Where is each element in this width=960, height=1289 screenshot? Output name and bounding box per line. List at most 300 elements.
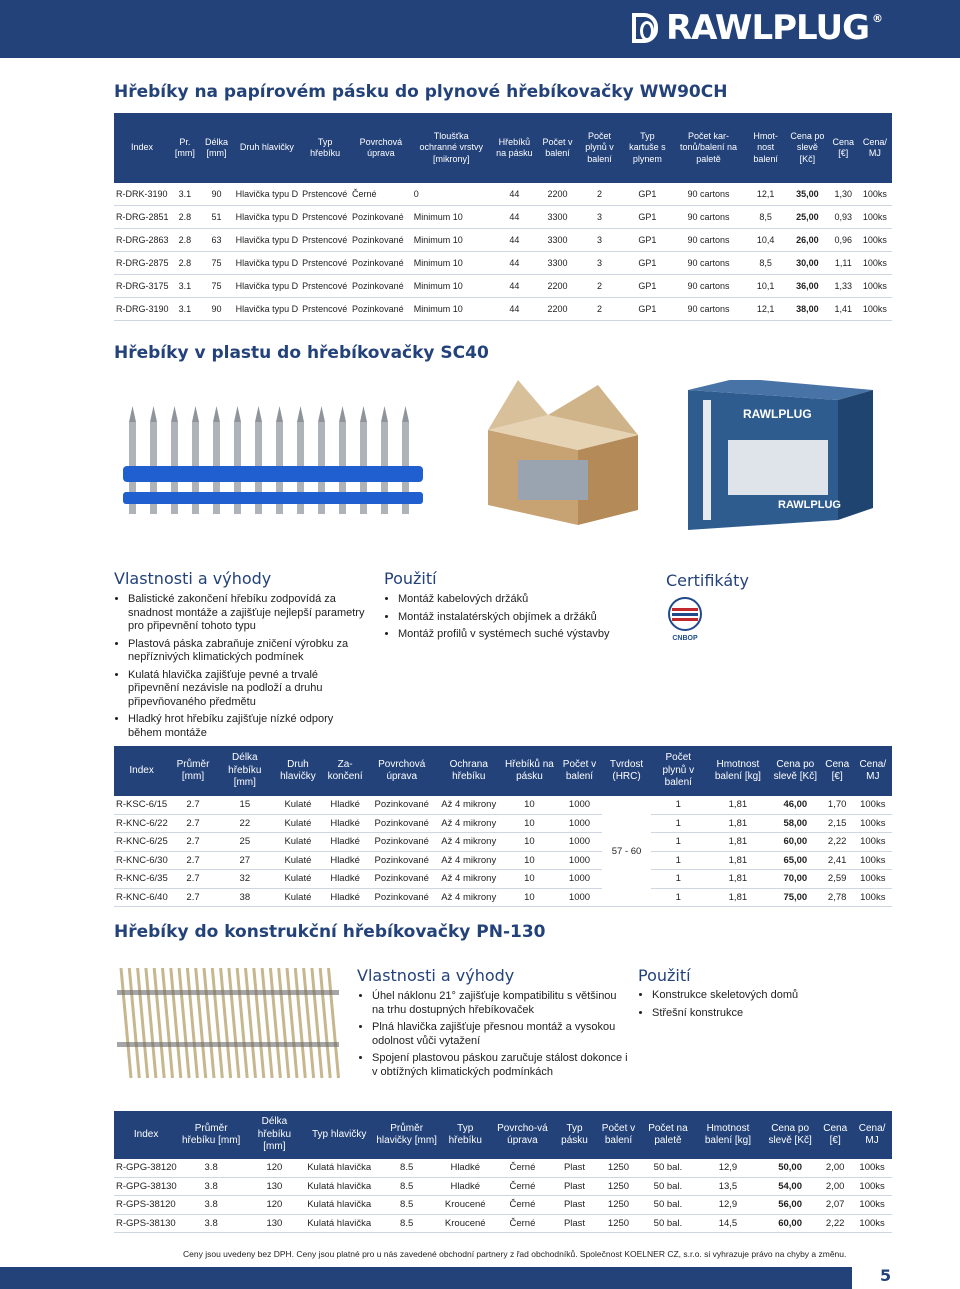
table-cell: 100ks — [854, 833, 891, 852]
nail-tip — [234, 406, 241, 422]
table-cell: 2.7 — [170, 796, 217, 814]
table-cell: Kroucené — [440, 1214, 490, 1233]
table-cell: Kulatá hlavička — [305, 1177, 373, 1196]
nail-tip — [255, 406, 262, 422]
table-row — [114, 206, 892, 229]
nail-tip — [297, 406, 304, 422]
table-cell: 1250 — [594, 1177, 642, 1196]
table-cell: 3.1 — [171, 298, 200, 321]
table-cell: 2,41 — [820, 851, 854, 870]
table-cell: Kulatá hlavička — [305, 1214, 373, 1233]
price-cell: 38,00 — [787, 298, 829, 321]
table-cell: 2.7 — [170, 851, 217, 870]
table-cell: 10 — [502, 796, 557, 814]
table-cell: 1250 — [594, 1159, 642, 1177]
index-cell: R-GPG-38120 — [114, 1159, 179, 1177]
table-cell: Hladké — [322, 870, 367, 889]
table-cell: Plast — [555, 1159, 595, 1177]
table-ww90ch — [114, 113, 892, 321]
table-cell: 100ks — [854, 888, 891, 907]
list-item: • Plastová páska zabraňuje zničení výrobku za nepříznivých klimatických podmínek — [128, 638, 368, 665]
index-cell: R-DRG-2863 — [114, 229, 171, 252]
nail-tip — [360, 406, 367, 422]
column-header: Délka hřebíku [mm] — [216, 746, 273, 796]
table-cell: 10 — [502, 888, 557, 907]
table-cell: 44 — [491, 275, 539, 298]
page-number: 5 — [880, 1266, 892, 1285]
table-cell: Černé — [490, 1196, 554, 1215]
column-header: Cena/ MJ — [853, 1111, 892, 1159]
section3-usage-title: Použití — [638, 966, 691, 985]
column-header: Ochrana hřebíku — [436, 746, 502, 796]
table-cell: 100ks — [858, 206, 891, 229]
table-cell: 3.1 — [171, 275, 200, 298]
table-row — [114, 1159, 892, 1177]
table-cell: 8.5 — [373, 1177, 440, 1196]
column-header: Délka hřebíku [mm] — [244, 1111, 306, 1159]
price-cell: 26,00 — [787, 229, 829, 252]
column-header: Typ hlavičky — [305, 1111, 373, 1159]
section2-features-list — [114, 593, 368, 744]
table-cell: 2.7 — [170, 888, 217, 907]
section3-features-title: Vlastnosti a výhody — [357, 966, 515, 985]
index-cell: R-DRG-2851 — [114, 206, 171, 229]
table-cell: Černé — [490, 1177, 554, 1196]
table-row — [114, 833, 892, 852]
table-cell: 2 — [577, 275, 622, 298]
section2-usage-list — [384, 593, 658, 646]
price-cell: 56,00 — [763, 1196, 818, 1215]
table-cell: 10,1 — [745, 275, 787, 298]
column-header: Povrchová úprava — [350, 113, 412, 183]
nail-tip — [171, 406, 178, 422]
table-cell: 90 — [199, 298, 233, 321]
section3-title: Hřebíky do konstrukční hřebíkovačky PN-130 — [114, 922, 546, 942]
table-cell: Pozinkované — [368, 833, 436, 852]
column-header: Počet na paletě — [643, 1111, 694, 1159]
table-cell: Hladké — [322, 814, 367, 833]
index-cell: R-KNC-6/22 — [114, 814, 170, 833]
table-cell: 32 — [216, 870, 273, 889]
column-header: Typ hřebíku — [300, 113, 350, 183]
table-cell: Až 4 mikrony — [436, 796, 502, 814]
table-cell: 44 — [491, 183, 539, 206]
column-header: Počet v balení — [557, 746, 602, 796]
table-cell: Hladké — [322, 833, 367, 852]
plastic-strip-nails-image — [118, 400, 428, 530]
column-header: Cena [€] — [818, 1111, 853, 1159]
table-cell: Hlavička typu D — [234, 275, 301, 298]
table-cell: 44 — [491, 298, 539, 321]
table-cell: Minimum 10 — [412, 275, 491, 298]
table-cell: 10 — [502, 870, 557, 889]
table-cell: 8.5 — [373, 1196, 440, 1215]
table-cell: 1 — [651, 888, 705, 907]
table-cell: Kroucené — [440, 1196, 490, 1215]
table-cell: 15 — [216, 796, 273, 814]
table-cell: 1,41 — [828, 298, 858, 321]
table-cell: Hlavička typu D — [234, 206, 301, 229]
table-cell: 1 — [651, 833, 705, 852]
table-cell: 1000 — [557, 851, 602, 870]
table-cell: Prstencové — [300, 183, 350, 206]
table-cell: 2.7 — [170, 833, 217, 852]
table-cell: Plast — [555, 1214, 595, 1233]
table-cell: Pozinkované — [368, 870, 436, 889]
column-header: Za-končení — [322, 746, 367, 796]
column-header: Počet v balení — [594, 1111, 642, 1159]
table-cell: 100ks — [853, 1159, 892, 1177]
table-row — [114, 796, 892, 814]
table-cell: 2,22 — [818, 1214, 853, 1233]
index-cell: R-DRG-3190 — [114, 298, 171, 321]
table-cell: 0,96 — [828, 229, 858, 252]
table-cell: 63 — [199, 229, 233, 252]
price-cell: 60,00 — [770, 833, 820, 852]
column-header: Cena po slevě [Kč] — [763, 1111, 818, 1159]
table-cell: 50 bal. — [643, 1159, 694, 1177]
rawlplug-logo-icon — [632, 13, 658, 43]
price-cell: 58,00 — [770, 814, 820, 833]
table-cell: 3.8 — [179, 1177, 244, 1196]
table-cell: Černé — [350, 183, 412, 206]
column-header: Cena po slevě [Kč] — [770, 746, 820, 796]
section2-cert-title: Certifikáty — [666, 571, 749, 590]
table-cell: Kulaté — [273, 833, 322, 852]
column-header: Průměr [mm] — [170, 746, 217, 796]
table-cell: 1,81 — [705, 888, 770, 907]
table-cell: 100ks — [858, 275, 891, 298]
hardness-cell: 57 - 60 — [602, 796, 651, 907]
table-cell: 120 — [244, 1159, 306, 1177]
column-header: Hmot-nost balení — [745, 113, 787, 183]
table-cell: 3300 — [538, 206, 577, 229]
table-cell: Černé — [490, 1214, 554, 1233]
list-item: • Balistické zakončení hřebíku zodpovídá za snadnost montáže a zajišťuje nejlepší parametry pro připevnění tohoto typu — [128, 593, 368, 634]
column-header: Cena [€] — [828, 113, 858, 183]
collation-strip — [117, 1042, 339, 1047]
list-item: • Kulatá hlavička zajišťuje pevné a trvalé připevnění nezávisle na podloží a druhu připevňovaného předmětu — [128, 669, 368, 710]
table-cell: Kulaté — [273, 870, 322, 889]
list-item: • Montáž profilů v systémech suché výstavby — [398, 628, 658, 642]
table-cell: 3300 — [538, 252, 577, 275]
column-header: Délka [mm] — [199, 113, 233, 183]
table-cell: 2,22 — [820, 833, 854, 852]
table-cell: 1000 — [557, 796, 602, 814]
collated-nails-image — [113, 960, 343, 1085]
table-cell: GP1 — [622, 275, 672, 298]
table-cell: 90 cartons — [672, 206, 744, 229]
table-cell: Pozinkované — [368, 888, 436, 907]
footer-bar — [0, 1267, 852, 1289]
table-pn130 — [114, 1111, 892, 1233]
table-cell: 12,9 — [693, 1159, 762, 1177]
table-cell: 130 — [244, 1177, 306, 1196]
price-cell: 54,00 — [763, 1177, 818, 1196]
price-cell: 65,00 — [770, 851, 820, 870]
table-header-row — [114, 1111, 892, 1159]
section2-usage-title: Použití — [384, 569, 437, 588]
section3-usage-list — [638, 989, 852, 1024]
column-header: Cena/ MJ — [858, 113, 891, 183]
table-cell: 1 — [651, 870, 705, 889]
header-bar — [0, 0, 960, 58]
price-cell: 35,00 — [787, 183, 829, 206]
table-cell: Kulatá hlavička — [305, 1159, 373, 1177]
table-cell: Pozinkované — [350, 229, 412, 252]
table-cell: 100ks — [854, 870, 891, 889]
list-item: • Hladký hrot hřebíku zajišťuje nízké odpory během montáže — [128, 713, 368, 740]
table-cell: 50 bal. — [643, 1196, 694, 1215]
table-cell: 8,5 — [745, 206, 787, 229]
table-cell: 8.5 — [373, 1159, 440, 1177]
price-cell: 60,00 — [763, 1214, 818, 1233]
index-cell: R-KNC-6/25 — [114, 833, 170, 852]
table-cell: 2,15 — [820, 814, 854, 833]
table-cell: 1,81 — [705, 796, 770, 814]
nail-tip — [213, 406, 220, 422]
index-cell: R-DRK-3190 — [114, 183, 171, 206]
table-cell: 90 cartons — [672, 298, 744, 321]
table-cell: Pozinkované — [368, 814, 436, 833]
table-cell: Prstencové — [300, 298, 350, 321]
table-cell: Hladké — [440, 1159, 490, 1177]
table-cell: 44 — [491, 252, 539, 275]
table-row — [114, 183, 892, 206]
section2-features-title: Vlastnosti a výhody — [114, 569, 272, 588]
column-header: Cena po slevě [Kč] — [787, 113, 829, 183]
collation-strip — [117, 990, 339, 995]
table-cell: 1,81 — [705, 851, 770, 870]
nail-tip — [318, 406, 325, 422]
table-cell: Prstencové — [300, 229, 350, 252]
box-label-bottom: RAWLPLUG — [778, 499, 841, 511]
column-header: Počet plynů v balení — [651, 746, 705, 796]
table-cell: Až 4 mikrony — [436, 870, 502, 889]
table-cell: 10 — [502, 814, 557, 833]
table-cell: 100ks — [858, 183, 891, 206]
column-header: Hřebíků na pásku — [502, 746, 557, 796]
table-cell: 44 — [491, 229, 539, 252]
table-cell: Plast — [555, 1177, 595, 1196]
table-cell: 10 — [502, 851, 557, 870]
table-cell: Hlavička typu D — [234, 229, 301, 252]
table-cell: GP1 — [622, 183, 672, 206]
column-header: Typ hřebíku — [440, 1111, 490, 1159]
table-cell: Pozinkované — [350, 275, 412, 298]
table-cell: 130 — [244, 1214, 306, 1233]
table-cell: Hlavička typu D — [234, 252, 301, 275]
table-cell: 90 cartons — [672, 183, 744, 206]
table-cell: Kulatá hlavička — [305, 1196, 373, 1215]
table-cell: 1000 — [557, 870, 602, 889]
table-cell: 14,5 — [693, 1214, 762, 1233]
nail-tip — [276, 406, 283, 422]
table-cell: Kulaté — [273, 851, 322, 870]
table-cell: 25 — [216, 833, 273, 852]
table-cell: 8,5 — [745, 252, 787, 275]
table-cell: 2 — [577, 298, 622, 321]
table-cell: 100ks — [858, 298, 891, 321]
section2-title: Hřebíky v plastu do hřebíkovačky SC40 — [114, 343, 489, 363]
table-cell: 1000 — [557, 888, 602, 907]
table-row — [114, 298, 892, 321]
table-cell: 2.8 — [171, 229, 200, 252]
column-header: Typ pásku — [555, 1111, 595, 1159]
nail-tip — [192, 406, 199, 422]
column-header: Index — [114, 113, 171, 183]
table-cell: 1,81 — [705, 814, 770, 833]
index-cell: R-KNC-6/35 — [114, 870, 170, 889]
index-cell: R-GPS-38130 — [114, 1214, 179, 1233]
table-cell: 12,9 — [693, 1196, 762, 1215]
table-row — [114, 814, 892, 833]
table-cell: 2 — [577, 183, 622, 206]
table-cell: Minimum 10 — [412, 206, 491, 229]
list-item: • Montáž instalatérských objímek a držáků — [398, 611, 658, 625]
table-cell: 2200 — [538, 275, 577, 298]
table-cell: 1 — [651, 814, 705, 833]
table-cell: 50 bal. — [643, 1214, 694, 1233]
price-cell: 46,00 — [770, 796, 820, 814]
table-cell: Až 4 mikrony — [436, 888, 502, 907]
table-cell: GP1 — [622, 229, 672, 252]
cnbop-label: CNBOP — [672, 635, 698, 642]
column-header: Hmotnost balení [kg] — [693, 1111, 762, 1159]
table-cell: 10,4 — [745, 229, 787, 252]
table-cell: 100ks — [854, 851, 891, 870]
table-cell: 3.8 — [179, 1214, 244, 1233]
index-cell: R-KNC-6/40 — [114, 888, 170, 907]
table-cell: 1250 — [594, 1214, 642, 1233]
table-cell: Prstencové — [300, 275, 350, 298]
table-cell: 0,93 — [828, 206, 858, 229]
table-cell: Hladké — [440, 1177, 490, 1196]
table-cell: 90 cartons — [672, 275, 744, 298]
table-cell: 3.8 — [179, 1196, 244, 1215]
table-cell: 13,5 — [693, 1177, 762, 1196]
nail-tip — [339, 406, 346, 422]
table-row — [114, 1177, 892, 1196]
table-cell: 2,07 — [818, 1196, 853, 1215]
table-cell: Hladké — [322, 851, 367, 870]
price-cell: 70,00 — [770, 870, 820, 889]
table-cell: Hladké — [322, 796, 367, 814]
table-cell: 3 — [577, 206, 622, 229]
table-cell: 1,33 — [828, 275, 858, 298]
table-cell: 8.5 — [373, 1214, 440, 1233]
box-label-top: RAWLPLUG — [743, 407, 812, 421]
table-cell: 1 — [651, 851, 705, 870]
table-cell: 2.7 — [170, 814, 217, 833]
table-cell: 1 — [651, 796, 705, 814]
price-cell: 50,00 — [763, 1159, 818, 1177]
table-cell: 1,70 — [820, 796, 854, 814]
column-header: Hmotnost balení [kg] — [705, 746, 770, 796]
price-cell: 30,00 — [787, 252, 829, 275]
table-cell: Plast — [555, 1196, 595, 1215]
table-cell: 2,59 — [820, 870, 854, 889]
table-cell: 51 — [199, 206, 233, 229]
section1-title: Hřebíky na papírovém pásku do plynové hřebíkovačky WW90CH — [114, 82, 728, 102]
table-cell: Hlavička typu D — [234, 298, 301, 321]
table-cell: 3.1 — [171, 183, 200, 206]
table-cell: 12,1 — [745, 298, 787, 321]
table-cell: 100ks — [853, 1177, 892, 1196]
table-cell: 100ks — [853, 1214, 892, 1233]
table-cell: 2,78 — [820, 888, 854, 907]
table-cell: Pozinkované — [368, 851, 436, 870]
column-header: Počet kar-tonů/balení na paletě — [672, 113, 744, 183]
column-header: Průměr hřebíku [mm] — [179, 1111, 244, 1159]
price-cell: 75,00 — [770, 888, 820, 907]
table-row — [114, 888, 892, 907]
table-cell: 2200 — [538, 183, 577, 206]
table-cell: 1,81 — [705, 833, 770, 852]
table-cell: GP1 — [622, 206, 672, 229]
table-cell: Kulaté — [273, 796, 322, 814]
table-header-row — [114, 746, 892, 796]
column-header: Druh hlavičky — [273, 746, 322, 796]
product-box-image — [478, 380, 878, 545]
table-cell: 100ks — [853, 1196, 892, 1215]
index-cell: R-DRG-2875 — [114, 252, 171, 275]
column-header: Typ kartuše s plynem — [622, 113, 672, 183]
index-cell: R-GPG-38130 — [114, 1177, 179, 1196]
table-cell: 27 — [216, 851, 273, 870]
table-cell: 2,00 — [818, 1177, 853, 1196]
table-cell: 90 cartons — [672, 229, 744, 252]
table-cell: Kulaté — [273, 814, 322, 833]
table-row — [114, 1214, 892, 1233]
column-header: Index — [114, 746, 170, 796]
cnbop-certificate-icon — [664, 596, 706, 642]
column-header: Povrchová úprava — [368, 746, 436, 796]
table-cell: 90 cartons — [672, 252, 744, 275]
table-cell: Prstencové — [300, 206, 350, 229]
table-row — [114, 870, 892, 889]
table-cell: 50 bal. — [643, 1177, 694, 1196]
table-cell: 75 — [199, 252, 233, 275]
table-cell: Pozinkované — [350, 252, 412, 275]
column-header: Povrcho-vá úprava — [490, 1111, 554, 1159]
column-header: Cena [€] — [820, 746, 854, 796]
table-row — [114, 229, 892, 252]
list-item: • Montáž kabelových držáků — [398, 593, 658, 607]
table-cell: Pozinkované — [350, 298, 412, 321]
table-cell: Prstencové — [300, 252, 350, 275]
table-cell: 2.8 — [171, 252, 200, 275]
index-cell: R-KNC-6/30 — [114, 851, 170, 870]
table-cell: 22 — [216, 814, 273, 833]
table-cell: 2,00 — [818, 1159, 853, 1177]
table-cell: 44 — [491, 206, 539, 229]
table-cell: Pozinkované — [350, 206, 412, 229]
table-cell: Až 4 mikrony — [436, 814, 502, 833]
table-cell: 3 — [577, 252, 622, 275]
list-item: • Úhel náklonu 21° zajišťuje kompatibilitu s většinou na trhu dostupných hřebíkovaček — [372, 990, 630, 1017]
list-item: • Spojení plastovou páskou zaručuje stálost dokonce i v obtížných klimatických podmínkách — [372, 1052, 630, 1079]
table-cell: 90 — [199, 183, 233, 206]
table-cell: 1000 — [557, 814, 602, 833]
nail-tip — [129, 406, 136, 422]
price-cell: 25,00 — [787, 206, 829, 229]
table-cell: Až 4 mikrony — [436, 851, 502, 870]
table-cell: 12,1 — [745, 183, 787, 206]
table-cell: 1,30 — [828, 183, 858, 206]
column-header: Tloušťka ochranné vrstvy [mikrony] — [412, 113, 491, 183]
table-cell: Minimum 10 — [412, 252, 491, 275]
